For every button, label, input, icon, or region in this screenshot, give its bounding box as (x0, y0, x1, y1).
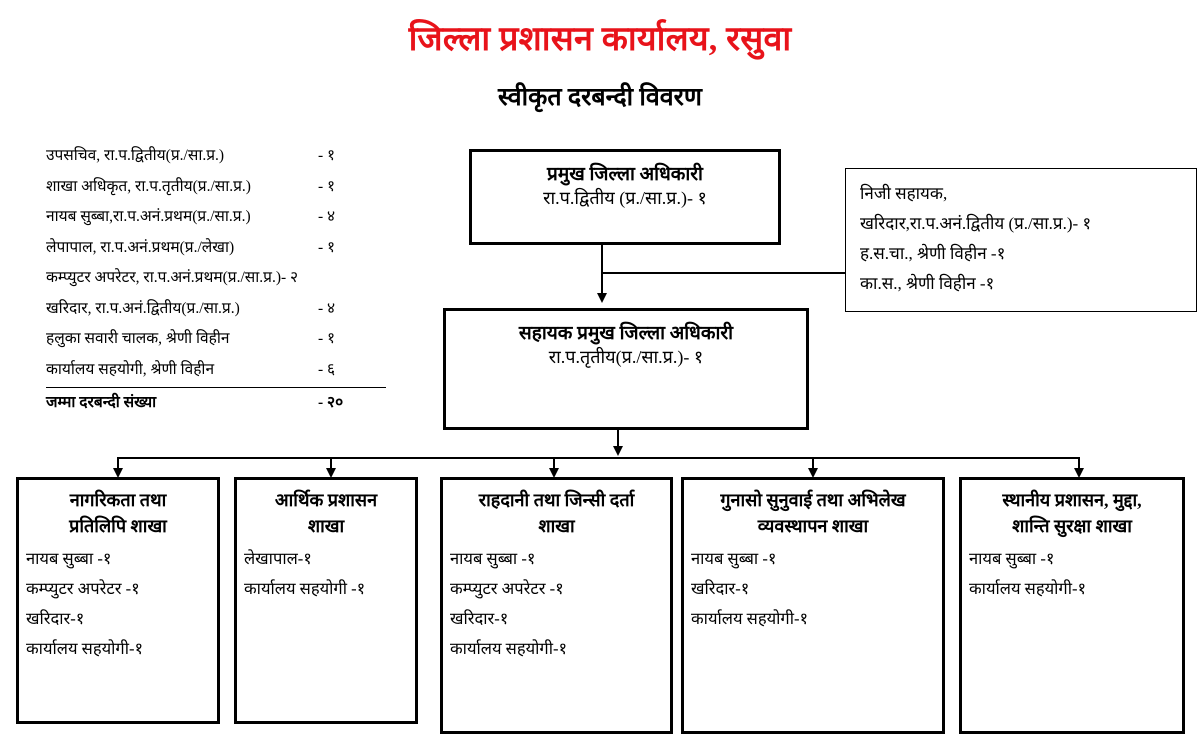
staff-label: उपसचिव, रा.प.द्वितीय(प्र./सा.प्र.) (46, 147, 225, 164)
department-staff-line: कार्यालय सहयोगी-१ (691, 609, 809, 629)
staff-count: - १ (318, 177, 336, 195)
staff-row (46, 174, 386, 205)
department-staff-line: खरिदार-१ (450, 609, 509, 629)
department-staff-list (962, 544, 1182, 604)
department-title-line: स्थानीय प्रशासन, मुद्दा, (1002, 490, 1142, 510)
staff-row (46, 326, 386, 357)
box-personal-assistant (845, 168, 1197, 312)
box-department-citizenship-copy (16, 477, 220, 724)
staff-total-label: जम्मा दरबन्दी संख्या (46, 394, 157, 411)
department-staff-list (19, 544, 217, 664)
department-staff-line: कम्प्युटर अपरेटर -१ (26, 579, 140, 599)
page-title: जिल्ला प्रशासन कार्यालय, रसुवा (408, 21, 792, 58)
box-title: सहायक प्रमुख जिल्ला अधिकारी (518, 323, 734, 344)
box-department-financial-administration (234, 477, 418, 724)
box-assistant-chief-district-officer (443, 308, 809, 430)
department-staff-line: कार्यालय सहयोगी-१ (26, 639, 144, 659)
department-title-line: शाखा (538, 516, 575, 537)
department-staff-line: लेखापाल-१ (244, 549, 312, 569)
staff-count: - १ (318, 238, 336, 256)
personal-assistant-line: ह.स.चा., श्रेणी विहीन -१ (860, 244, 1006, 263)
staff-count: - ६ (318, 360, 336, 378)
staff-label: शाखा अधिकृत, रा.प.तृतीय(प्र./सा.प्र.) (46, 177, 251, 195)
department-staff-line: कम्प्युटर अपरेटर -१ (450, 579, 564, 599)
arrow-cdo-to-acdo-icon (597, 293, 607, 303)
department-staff-line: खरिदार-१ (26, 609, 85, 629)
department-staff-line: कार्यालय सहयोगी-१ (450, 639, 568, 659)
connector-cdo-to-personal-assistant (601, 272, 845, 274)
staff-count: - ४ (318, 299, 336, 317)
staff-count: - १ (318, 330, 336, 347)
department-staff-line: कार्यालय सहयोगी -१ (244, 579, 366, 599)
department-staff-line: नायब सुब्बा -१ (450, 549, 536, 569)
page-subtitle: स्वीकृत दरबन्दी विवरण (498, 84, 702, 111)
box-department-grievance-records (681, 477, 945, 734)
staff-label: लेपापाल, रा.प.अनं.प्रथम(प्र./लेखा) (46, 238, 235, 256)
department-title-line: गुनासो सुनुवाई तथा अभिलेख (720, 490, 906, 510)
department-title-line: प्रतिलिपि शाखा (69, 516, 167, 537)
staff-count: - ४ (318, 208, 336, 225)
personal-assistant-line: निजी सहायक, (860, 184, 948, 203)
department-title-line: शाखा (307, 516, 345, 537)
staff-summary-list (46, 143, 386, 420)
department-title-line: नागरिकता तथा (69, 490, 167, 510)
staff-row (46, 357, 386, 388)
department-staff-line: कार्यालय सहयोगी-१ (969, 579, 1087, 599)
department-staff-list (443, 544, 670, 664)
department-staff-line: नायब सुब्बा -१ (691, 549, 777, 569)
staff-count: - १ (318, 147, 336, 164)
box-subtitle: रा.प.तृतीय(प्र./सा.प्र.)- १ (548, 346, 704, 367)
department-staff-line: नायब सुब्बा -१ (969, 549, 1055, 569)
staff-total-row (46, 387, 386, 420)
personal-assistant-line: का.स., श्रेणी विहीन -१ (860, 274, 995, 293)
staff-label: कार्यालय सहयोगी, श्रेणी विहीन (46, 360, 215, 378)
box-department-local-administration-security (959, 477, 1185, 734)
staff-label: नायब सुब्बा,रा.प.अनं.प्रथम(प्र./सा.प्र.) (46, 208, 251, 225)
box-title: प्रमुख जिल्ला अधिकारी (547, 164, 703, 185)
arrow-acdo-down-icon (613, 446, 623, 456)
staff-row (46, 296, 386, 327)
staff-label: खरिदार, रा.प.अनं.द्वितीय(प्र./सा.प्र.) (46, 299, 240, 317)
staff-row (46, 265, 386, 296)
connector-cdo-to-acdo (601, 245, 603, 294)
staff-label: कम्प्युटर अपरेटर, रा.प.अनं.प्रथम(प्र./सा.प्र.)- २ (46, 269, 299, 286)
department-staff-line: खरिदार-१ (691, 579, 750, 599)
box-department-passport-inventory (440, 477, 673, 734)
department-title-line: आर्थिक प्रशासन (274, 490, 378, 510)
department-staff-list (237, 544, 415, 604)
department-title-line: शान्ति सुरक्षा शाखा (1012, 516, 1132, 537)
department-title-line: व्यवस्थापन शाखा (757, 516, 869, 537)
staff-row (46, 235, 386, 266)
personal-assistant-line: खरिदार,रा.प.अनं.द्वितीय (प्र./सा.प्र.)- १ (860, 214, 1092, 233)
connector-department-bus (117, 457, 1079, 459)
box-chief-district-officer (469, 149, 781, 245)
box-subtitle: रा.प.द्वितीय (प्र./सा.प्र.)- १ (543, 187, 707, 208)
department-staff-line: नायब सुब्बा -१ (26, 549, 112, 569)
department-staff-list (684, 544, 942, 634)
staff-total-count: - २० (318, 394, 344, 411)
staff-row (46, 143, 386, 174)
department-title-line: राहदानी तथा जिन्सी दर्ता (478, 490, 635, 510)
staff-row (46, 204, 386, 235)
staff-label: हलुका सवारी चालक, श्रेणी विहीन (46, 330, 230, 347)
